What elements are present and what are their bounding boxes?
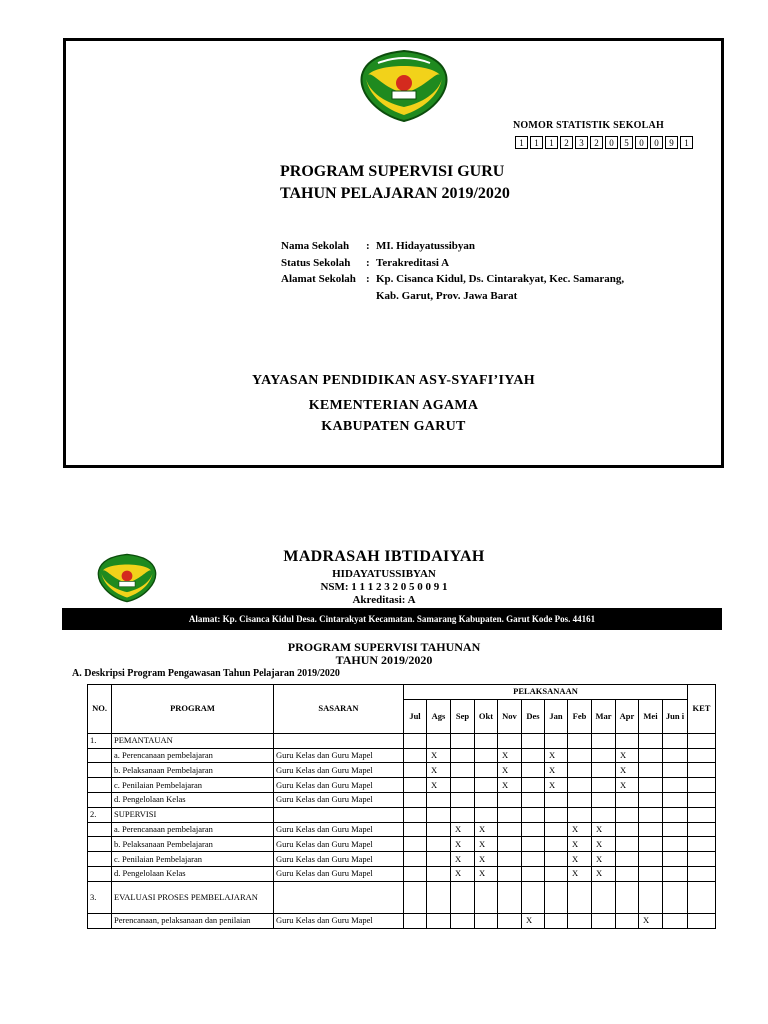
month-mark bbox=[663, 792, 688, 807]
month-mark: X bbox=[475, 822, 498, 837]
month-mark bbox=[639, 852, 663, 867]
month-mark bbox=[663, 763, 688, 778]
cover-subtitle: TAHUN PELAJARAN 2019/2020 bbox=[280, 185, 510, 202]
month-mark bbox=[522, 822, 545, 837]
month-mark bbox=[568, 792, 592, 807]
nss-digit: 1 bbox=[530, 136, 543, 149]
row-number bbox=[88, 748, 112, 763]
month-header: Mei bbox=[639, 699, 663, 733]
month-mark bbox=[592, 881, 616, 913]
row-number bbox=[88, 866, 112, 881]
month-mark bbox=[568, 748, 592, 763]
month-mark: X bbox=[427, 763, 451, 778]
info-label: Nama Sekolah bbox=[281, 240, 350, 252]
month-mark bbox=[427, 881, 451, 913]
month-mark bbox=[427, 807, 451, 822]
month-mark bbox=[616, 881, 639, 913]
table-row bbox=[88, 748, 716, 763]
month-mark bbox=[427, 822, 451, 837]
month-mark: X bbox=[545, 748, 568, 763]
month-mark: X bbox=[498, 778, 522, 793]
nss-digit: 5 bbox=[620, 136, 633, 149]
nss-label: NOMOR STATISTIK SEKOLAH bbox=[513, 120, 664, 131]
month-mark bbox=[404, 733, 427, 748]
month-mark: X bbox=[616, 763, 639, 778]
month-mark: X bbox=[616, 748, 639, 763]
month-mark bbox=[451, 881, 475, 913]
table-row bbox=[88, 913, 716, 928]
month-mark bbox=[475, 913, 498, 928]
table-header-row bbox=[88, 685, 716, 700]
info-row-address: Alamat Sekolah : Kp. Cisanca Kidul, Ds. Cintarakyat, Kec. Samarang, bbox=[281, 271, 646, 288]
row-sasaran: Guru Kelas dan Guru Mapel bbox=[274, 792, 404, 807]
month-mark bbox=[592, 778, 616, 793]
cover-page bbox=[63, 38, 724, 468]
row-number: 2. bbox=[88, 807, 112, 822]
table-row bbox=[88, 837, 716, 852]
month-mark bbox=[451, 913, 475, 928]
month-mark bbox=[663, 822, 688, 837]
info-row-address-2 bbox=[281, 288, 646, 305]
month-mark bbox=[545, 866, 568, 881]
month-mark bbox=[663, 733, 688, 748]
month-mark bbox=[522, 852, 545, 867]
month-mark bbox=[663, 881, 688, 913]
info-label: Alamat Sekolah bbox=[281, 273, 356, 285]
month-mark bbox=[592, 733, 616, 748]
info-row-name: Nama Sekolah : MI. Hidayatussibyan bbox=[281, 238, 646, 255]
row-ket bbox=[688, 852, 716, 867]
month-mark: X bbox=[427, 778, 451, 793]
month-mark bbox=[545, 792, 568, 807]
col-ket: KET bbox=[688, 685, 716, 734]
month-mark bbox=[545, 733, 568, 748]
month-mark bbox=[568, 778, 592, 793]
month-mark: X bbox=[592, 866, 616, 881]
month-mark bbox=[475, 733, 498, 748]
row-program: b. Pelaksanaan Pembelajaran bbox=[112, 837, 274, 852]
month-mark bbox=[404, 837, 427, 852]
month-header: Sep bbox=[451, 699, 475, 733]
nss-digit: 0 bbox=[650, 136, 663, 149]
month-mark bbox=[404, 748, 427, 763]
row-program: c. Penilaian Pembelajaran bbox=[112, 778, 274, 793]
month-mark: X bbox=[498, 748, 522, 763]
row-sasaran bbox=[274, 881, 404, 913]
month-mark: X bbox=[545, 763, 568, 778]
month-mark: X bbox=[592, 837, 616, 852]
month-mark bbox=[639, 748, 663, 763]
month-mark bbox=[545, 807, 568, 822]
month-mark bbox=[451, 748, 475, 763]
row-sasaran: Guru Kelas dan Guru Mapel bbox=[274, 913, 404, 928]
col-pelaksanaan: PELAKSANAAN bbox=[404, 685, 688, 700]
month-mark bbox=[475, 748, 498, 763]
row-sasaran bbox=[274, 733, 404, 748]
row-sasaran: Guru Kelas dan Guru Mapel bbox=[274, 837, 404, 852]
month-mark bbox=[616, 837, 639, 852]
row-number bbox=[88, 822, 112, 837]
month-mark bbox=[522, 881, 545, 913]
school-info bbox=[281, 238, 646, 304]
row-number bbox=[88, 792, 112, 807]
nss-digit: 1 bbox=[515, 136, 528, 149]
row-program: d. Pengelolaan Kelas bbox=[112, 792, 274, 807]
info-value: Terakreditasi A bbox=[376, 256, 450, 269]
month-mark bbox=[568, 733, 592, 748]
month-mark bbox=[404, 763, 427, 778]
month-mark bbox=[522, 837, 545, 852]
month-mark bbox=[616, 866, 639, 881]
row-number bbox=[88, 763, 112, 778]
supervision-schedule-table bbox=[87, 684, 716, 929]
month-mark: X bbox=[568, 852, 592, 867]
month-mark bbox=[616, 733, 639, 748]
month-mark bbox=[475, 763, 498, 778]
month-mark bbox=[427, 837, 451, 852]
month-header: Apr bbox=[616, 699, 639, 733]
row-sasaran: Guru Kelas dan Guru Mapel bbox=[274, 866, 404, 881]
row-program: SUPERVISI bbox=[112, 807, 274, 822]
month-mark bbox=[639, 822, 663, 837]
month-mark: X bbox=[568, 822, 592, 837]
info-row-status: Status Sekolah : Terakreditasi A bbox=[281, 255, 646, 272]
table-row bbox=[88, 733, 716, 748]
row-sasaran: Guru Kelas dan Guru Mapel bbox=[274, 852, 404, 867]
info-value: Kab. Garut, Prov. Jawa Barat bbox=[376, 289, 518, 302]
nss-digit: 0 bbox=[635, 136, 648, 149]
row-ket bbox=[688, 913, 716, 928]
row-ket bbox=[688, 822, 716, 837]
row-ket bbox=[688, 792, 716, 807]
month-mark: X bbox=[451, 852, 475, 867]
row-ket bbox=[688, 881, 716, 913]
month-mark bbox=[616, 913, 639, 928]
month-mark bbox=[545, 822, 568, 837]
month-mark bbox=[475, 792, 498, 807]
row-program: c. Penilaian Pembelajaran bbox=[112, 852, 274, 867]
month-mark: X bbox=[522, 913, 545, 928]
row-ket bbox=[688, 748, 716, 763]
row-ket bbox=[688, 837, 716, 852]
month-mark bbox=[427, 792, 451, 807]
month-mark bbox=[451, 807, 475, 822]
month-mark bbox=[404, 792, 427, 807]
month-mark: X bbox=[545, 778, 568, 793]
month-mark bbox=[498, 913, 522, 928]
month-mark bbox=[404, 913, 427, 928]
row-program: b. Pelaksanaan Pembelajaran bbox=[112, 763, 274, 778]
month-mark bbox=[404, 881, 427, 913]
month-mark bbox=[639, 763, 663, 778]
month-mark bbox=[592, 807, 616, 822]
month-header: Ags bbox=[427, 699, 451, 733]
address-bar: Alamat: Kp. Cisanca Kidul Desa. Cintarakyat Kecamatan. Samarang Kabupaten. Garut Kode Pos. 44161 bbox=[62, 608, 722, 630]
month-mark bbox=[545, 852, 568, 867]
month-mark bbox=[663, 852, 688, 867]
month-mark bbox=[663, 807, 688, 822]
month-mark bbox=[522, 748, 545, 763]
month-mark bbox=[568, 807, 592, 822]
month-mark bbox=[475, 881, 498, 913]
month-header: Okt bbox=[475, 699, 498, 733]
month-mark bbox=[427, 852, 451, 867]
month-header: Jan bbox=[545, 699, 568, 733]
month-mark bbox=[568, 913, 592, 928]
month-mark bbox=[498, 733, 522, 748]
row-ket bbox=[688, 733, 716, 748]
nss-digit: 3 bbox=[575, 136, 588, 149]
month-mark: X bbox=[475, 837, 498, 852]
month-mark bbox=[545, 837, 568, 852]
row-number bbox=[88, 913, 112, 928]
month-mark: X bbox=[475, 866, 498, 881]
info-label: Status Sekolah bbox=[281, 256, 351, 269]
madrasah-subname: HIDAYATUSSIBYAN bbox=[332, 568, 436, 580]
month-mark: X bbox=[427, 748, 451, 763]
month-header: Jun i bbox=[663, 699, 688, 733]
row-ket bbox=[688, 763, 716, 778]
month-mark bbox=[663, 748, 688, 763]
row-program: Perencanaan, pelaksanaan dan penilaian bbox=[112, 913, 274, 928]
month-header: Mar bbox=[592, 699, 616, 733]
month-mark: X bbox=[592, 822, 616, 837]
month-header: Jul bbox=[404, 699, 427, 733]
month-mark bbox=[498, 822, 522, 837]
month-mark bbox=[568, 763, 592, 778]
row-ket bbox=[688, 778, 716, 793]
month-mark bbox=[498, 852, 522, 867]
nss-digit: 9 bbox=[665, 136, 678, 149]
month-mark bbox=[568, 881, 592, 913]
month-mark bbox=[427, 913, 451, 928]
month-mark bbox=[404, 822, 427, 837]
month-mark bbox=[427, 866, 451, 881]
nss-digit-boxes bbox=[515, 136, 695, 149]
madrasah-name: MADRASAH IBTIDAIYAH bbox=[283, 548, 485, 565]
row-program: d. Pengelolaan Kelas bbox=[112, 866, 274, 881]
month-mark bbox=[404, 866, 427, 881]
month-mark bbox=[592, 748, 616, 763]
month-mark bbox=[639, 807, 663, 822]
table-row bbox=[88, 763, 716, 778]
col-sasaran: SASARAN bbox=[274, 685, 404, 734]
month-mark bbox=[639, 837, 663, 852]
month-mark bbox=[592, 913, 616, 928]
cover-title: PROGRAM SUPERVISI GURU bbox=[280, 163, 505, 180]
month-mark bbox=[475, 778, 498, 793]
nss-digit: 2 bbox=[590, 136, 603, 149]
month-mark: X bbox=[451, 837, 475, 852]
month-mark bbox=[616, 852, 639, 867]
month-mark: X bbox=[451, 822, 475, 837]
month-mark bbox=[639, 733, 663, 748]
month-mark bbox=[498, 881, 522, 913]
table-row bbox=[88, 807, 716, 822]
month-mark bbox=[592, 792, 616, 807]
month-mark: X bbox=[498, 763, 522, 778]
row-number bbox=[88, 852, 112, 867]
month-header: Des bbox=[522, 699, 545, 733]
row-program: a. Perencanaan pembelajaran bbox=[112, 822, 274, 837]
month-mark bbox=[404, 778, 427, 793]
month-mark bbox=[498, 792, 522, 807]
row-program: PEMANTAUAN bbox=[112, 733, 274, 748]
month-mark bbox=[616, 792, 639, 807]
month-mark bbox=[639, 866, 663, 881]
program-title: PROGRAM SUPERVISI TAHUNAN bbox=[287, 640, 481, 654]
table-row bbox=[88, 866, 716, 881]
row-number: 3. bbox=[88, 881, 112, 913]
row-number bbox=[88, 778, 112, 793]
nss-digit: 1 bbox=[680, 136, 693, 149]
month-mark bbox=[663, 837, 688, 852]
month-mark bbox=[545, 913, 568, 928]
nss-digit: 0 bbox=[605, 136, 618, 149]
nss-digit: 1 bbox=[545, 136, 558, 149]
month-header: Feb bbox=[568, 699, 592, 733]
month-mark bbox=[639, 792, 663, 807]
schedule-body bbox=[88, 733, 716, 928]
month-mark bbox=[498, 866, 522, 881]
month-header: Nov bbox=[498, 699, 522, 733]
foundation-name: YAYASAN PENDIDIKAN ASY-SYAFI’IYAH bbox=[252, 373, 535, 388]
table-row bbox=[88, 778, 716, 793]
col-program: PROGRAM bbox=[112, 685, 274, 734]
month-mark bbox=[404, 807, 427, 822]
regency-name: KABUPATEN GARUT bbox=[321, 419, 466, 434]
month-mark bbox=[404, 852, 427, 867]
row-number: 1. bbox=[88, 733, 112, 748]
month-mark bbox=[616, 807, 639, 822]
month-mark bbox=[475, 807, 498, 822]
row-program: EVALUASI PROSES PEMBELAJARAN bbox=[112, 881, 274, 913]
row-sasaran: Guru Kelas dan Guru Mapel bbox=[274, 822, 404, 837]
table-row bbox=[88, 792, 716, 807]
month-mark bbox=[663, 778, 688, 793]
school-emblem-icon bbox=[358, 49, 450, 123]
col-no: NO. bbox=[88, 685, 112, 734]
month-mark bbox=[451, 733, 475, 748]
month-mark bbox=[663, 913, 688, 928]
month-mark bbox=[616, 822, 639, 837]
month-mark: X bbox=[451, 866, 475, 881]
nsm-number: NSM: 1 1 1 2 3 2 0 5 0 0 9 1 bbox=[320, 581, 448, 593]
month-mark: X bbox=[568, 866, 592, 881]
accreditation: Akreditasi: A bbox=[352, 594, 416, 606]
month-mark: X bbox=[475, 852, 498, 867]
nss-digit: 2 bbox=[560, 136, 573, 149]
month-mark bbox=[522, 733, 545, 748]
row-ket bbox=[688, 807, 716, 822]
section-a-heading: A. Deskripsi Program Pengawasan Tahun Pelajaran 2019/2020 bbox=[72, 668, 340, 679]
ministry-name: KEMENTERIAN AGAMA bbox=[308, 398, 479, 413]
month-mark bbox=[451, 792, 475, 807]
row-sasaran: Guru Kelas dan Guru Mapel bbox=[274, 748, 404, 763]
month-mark bbox=[427, 733, 451, 748]
table-row bbox=[88, 881, 716, 913]
month-mark bbox=[639, 881, 663, 913]
row-sasaran: Guru Kelas dan Guru Mapel bbox=[274, 763, 404, 778]
table-row bbox=[88, 852, 716, 867]
month-mark bbox=[451, 778, 475, 793]
row-sasaran: Guru Kelas dan Guru Mapel bbox=[274, 778, 404, 793]
month-mark bbox=[498, 837, 522, 852]
info-value: MI. Hidayatussibyan bbox=[376, 240, 476, 252]
month-mark bbox=[522, 763, 545, 778]
month-mark: X bbox=[616, 778, 639, 793]
month-mark bbox=[522, 807, 545, 822]
month-mark bbox=[592, 763, 616, 778]
month-mark: X bbox=[568, 837, 592, 852]
month-mark bbox=[545, 881, 568, 913]
table-row bbox=[88, 822, 716, 837]
row-sasaran bbox=[274, 807, 404, 822]
row-program: a. Perencanaan pembelajaran bbox=[112, 748, 274, 763]
info-value: Kp. Cisanca Kidul, Ds. Cintarakyat, Kec. Samarang, bbox=[376, 273, 625, 285]
month-mark: X bbox=[639, 913, 663, 928]
month-mark bbox=[639, 778, 663, 793]
row-number bbox=[88, 837, 112, 852]
month-mark bbox=[522, 778, 545, 793]
month-mark bbox=[663, 866, 688, 881]
month-mark: X bbox=[592, 852, 616, 867]
month-mark bbox=[451, 763, 475, 778]
month-mark bbox=[522, 866, 545, 881]
program-year: TAHUN 2019/2020 bbox=[335, 653, 433, 667]
month-mark bbox=[498, 807, 522, 822]
row-ket bbox=[688, 866, 716, 881]
month-mark bbox=[522, 792, 545, 807]
